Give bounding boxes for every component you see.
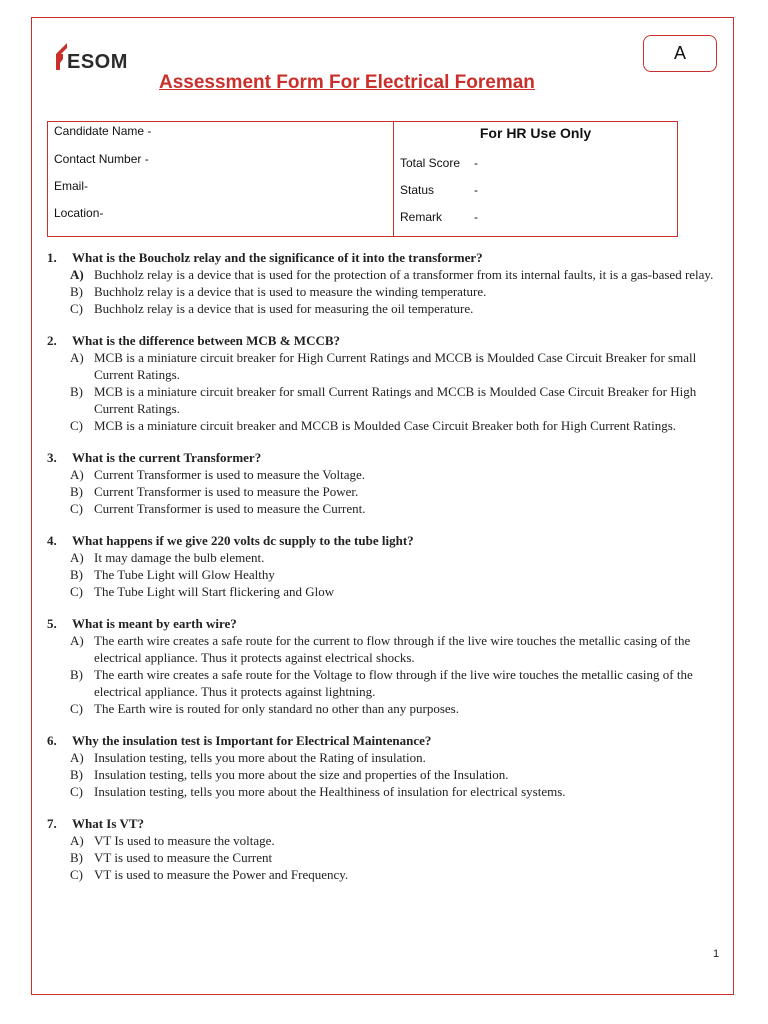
- candidate-name-field[interactable]: Candidate Name -: [54, 124, 152, 138]
- location-field[interactable]: Location-: [54, 206, 104, 220]
- answer-option[interactable]: [47, 700, 727, 717]
- option-letter: C): [70, 701, 83, 716]
- answer-option[interactable]: [47, 349, 727, 383]
- option-text: Current Transformer is used to measure the Power.: [94, 484, 359, 499]
- hr-section-title: For HR Use Only: [479, 125, 592, 141]
- question-item: [47, 532, 727, 600]
- option-letter: B): [70, 384, 83, 399]
- answer-option[interactable]: [47, 666, 727, 700]
- status-value[interactable]: -: [474, 183, 478, 197]
- question-text: What is the difference between MCB & MCCB?: [72, 333, 341, 348]
- question-number: 3.: [47, 450, 57, 465]
- answer-option[interactable]: [47, 766, 727, 783]
- contact-number-field[interactable]: Contact Number -: [54, 152, 149, 166]
- form-title: Assessment Form For Electrical Foreman: [159, 72, 535, 93]
- question-item: [47, 815, 727, 883]
- question-text: What happens if we give 220 volts dc supply to the tube light?: [72, 533, 414, 548]
- option-letter: A): [70, 350, 84, 365]
- option-letter: B): [70, 284, 83, 299]
- question-text: What is meant by earth wire?: [72, 616, 237, 631]
- question-heading: [47, 332, 727, 349]
- question-text: Why the insulation test is Important for Electrical Maintenance?: [72, 733, 432, 748]
- option-text: VT is used to measure the Power and Frequency.: [94, 867, 349, 882]
- question-item: [47, 615, 727, 717]
- question-number: 7.: [47, 816, 57, 831]
- remark-label: Remark: [400, 210, 443, 224]
- option-letter: A): [70, 833, 84, 848]
- question-number: 1.: [47, 250, 57, 265]
- answer-option[interactable]: [47, 566, 727, 583]
- answer-option[interactable]: [47, 266, 727, 283]
- answer-option[interactable]: [47, 866, 727, 883]
- answer-option[interactable]: [47, 283, 727, 300]
- answer-option[interactable]: [47, 483, 727, 500]
- answer-option[interactable]: [47, 632, 727, 666]
- option-letter: C): [70, 301, 83, 316]
- option-letter: C): [70, 418, 83, 433]
- option-letter: B): [70, 484, 83, 499]
- option-text: MCB is a miniature circuit breaker for small Current Ratings and MCCB is Moulded Case Circuit Breaker for High Current Ratings.: [94, 384, 697, 416]
- option-text: Insulation testing, tells you more about the Healthiness of insulation for electrical systems.: [94, 784, 566, 799]
- option-text: Insulation testing, tells you more about the Rating of insulation.: [94, 750, 426, 765]
- option-text: Buchholz relay is a device that is used to measure the winding temperature.: [94, 284, 487, 299]
- answer-option[interactable]: [47, 583, 727, 600]
- option-text: Buchholz relay is a device that is used for the protection of a transformer from its internal faults, it is a gas-based relay.: [94, 267, 714, 282]
- option-text: VT Is used to measure the voltage.: [94, 833, 275, 848]
- answer-option[interactable]: [47, 549, 727, 566]
- question-heading: [47, 615, 727, 632]
- option-letter: A): [70, 267, 84, 282]
- option-text: The earth wire creates a safe route for the current to flow through if the live wire touches the metallic casing of the electrical appliance. Thus it protects against electrical shocks.: [94, 633, 691, 665]
- answer-option[interactable]: [47, 417, 727, 434]
- option-letter: C): [70, 584, 83, 599]
- question-item: [47, 332, 727, 434]
- option-letter: C): [70, 867, 83, 882]
- question-heading: [47, 532, 727, 549]
- answer-option[interactable]: [47, 849, 727, 866]
- question-heading: [47, 449, 727, 466]
- question-number: 5.: [47, 616, 57, 631]
- answer-option[interactable]: [47, 383, 727, 417]
- option-text: Buchholz relay is a device that is used for measuring the oil temperature.: [94, 301, 474, 316]
- option-text: The Tube Light will Start flickering and Glow: [94, 584, 335, 599]
- question-text: What is the current Transformer?: [72, 450, 262, 465]
- option-text: The earth wire creates a safe route for the Voltage to flow through if the live wire touches the metallic casing of the electrical appliance. Thus it protects against lightning.: [94, 667, 693, 699]
- status-label: Status: [400, 183, 435, 197]
- question-number: 4.: [47, 533, 57, 548]
- option-text: The Earth wire is routed for only standard no other than any purposes.: [94, 701, 459, 716]
- option-letter: C): [70, 784, 83, 799]
- candidate-info-table: [47, 121, 678, 237]
- question-heading: [47, 732, 727, 749]
- option-letter: A): [70, 550, 84, 565]
- option-letter: B): [70, 667, 83, 682]
- question-list: [47, 249, 727, 898]
- remark-value[interactable]: -: [474, 210, 478, 224]
- question-item: [47, 449, 727, 517]
- form-version-badge: [643, 35, 717, 72]
- option-text: Current Transformer is used to measure the Voltage.: [94, 467, 366, 482]
- answer-option[interactable]: [47, 466, 727, 483]
- option-letter: A): [70, 633, 84, 648]
- answer-option[interactable]: [47, 749, 727, 766]
- option-letter: B): [70, 567, 83, 582]
- page-number: 1: [713, 948, 720, 960]
- question-item: [47, 732, 727, 800]
- total-score-label: Total Score: [400, 156, 461, 170]
- option-letter: A): [70, 750, 84, 765]
- question-number: 6.: [47, 733, 57, 748]
- question-text: What Is VT?: [72, 816, 145, 831]
- option-letter: B): [70, 767, 83, 782]
- question-text: What is the Boucholz relay and the significance of it into the transformer?: [72, 250, 483, 265]
- answer-option[interactable]: [47, 783, 727, 800]
- option-text: MCB is a miniature circuit breaker and MCCB is Moulded Case Circuit Breaker both for High Current Ratings.: [94, 418, 677, 433]
- email-field[interactable]: Email-: [54, 179, 89, 193]
- option-letter: C): [70, 501, 83, 516]
- answer-option[interactable]: [47, 300, 727, 317]
- question-number: 2.: [47, 333, 57, 348]
- option-text: Insulation testing, tells you more about the size and properties of the Insulation.: [94, 767, 509, 782]
- answer-option[interactable]: [47, 500, 727, 517]
- candidate-details: [48, 122, 394, 236]
- option-letter: B): [70, 850, 83, 865]
- brand-name: ESOM: [67, 51, 128, 73]
- form-version-label: A: [673, 43, 686, 63]
- answer-option[interactable]: [47, 832, 727, 849]
- option-text: The Tube Light will Glow Healthy: [94, 567, 275, 582]
- question-heading: [47, 249, 727, 266]
- option-letter: A): [70, 467, 84, 482]
- total-score-value[interactable]: -: [474, 156, 478, 170]
- option-text: MCB is a miniature circuit breaker for High Current Ratings and MCCB is Moulded Case Circuit Breaker for small Current Ratings.: [94, 350, 697, 382]
- hr-use-section: [394, 122, 677, 236]
- option-text: Current Transformer is used to measure the Current.: [94, 501, 366, 516]
- option-text: It may damage the bulb element.: [94, 550, 265, 565]
- option-text: VT is used to measure the Current: [94, 850, 273, 865]
- question-item: [47, 249, 727, 317]
- question-heading: [47, 815, 727, 832]
